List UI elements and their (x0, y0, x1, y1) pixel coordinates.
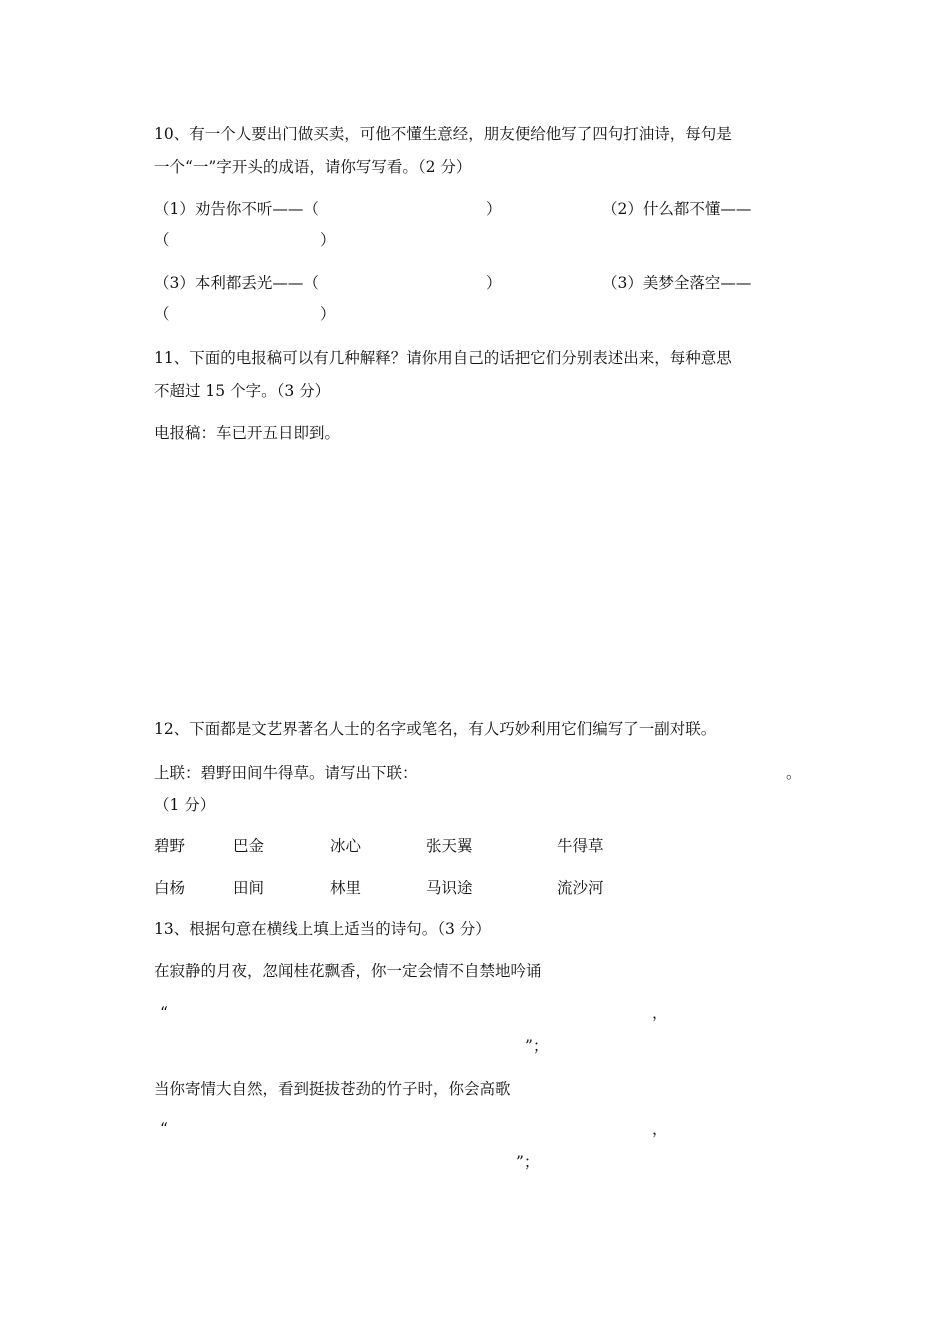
q12-name-1-1: 碧野 (154, 837, 186, 855)
q13-close-quote-2: ”； (516, 1153, 540, 1171)
q10-item-4-open: （ (154, 305, 170, 323)
q13-comma-2: ， (652, 1120, 668, 1138)
q12-line-2: 上联：碧野田间牛得草。请写出下联： (154, 764, 418, 782)
q10-item-2-close: ） (320, 231, 336, 249)
q12-points: （1 分） (154, 796, 216, 814)
q11-telegram: 电报稿：车已开五日即到。 (154, 424, 341, 442)
q13-line-1: 13、根据句意在横线上填上适当的诗句。（3 分） (154, 920, 491, 938)
q10-line-2: 一个“一”字开头的成语，请你写写看。（2 分） (154, 158, 472, 176)
q12-name-2-2: 田间 (233, 879, 265, 897)
q12-name-1-5: 牛得草 (557, 837, 604, 855)
q13-open-quote-2: “ (160, 1120, 168, 1138)
q13-close-quote-1: ”； (525, 1037, 549, 1055)
q10-line-1: 10、有一个人要出门做买卖，可他不懂生意经，朋友便给他写了四句打油诗，每句是 (154, 125, 732, 143)
q12-name-2-3: 林里 (330, 879, 362, 897)
q10-item-3-prompt: （3）本利都丢光——（ (154, 274, 319, 292)
q10-item-4-prompt: （3）美梦全落空—— (602, 274, 752, 292)
q13-prompt-2: 当你寄情大自然，看到挺拔苍劲的竹子时，你会高歌 (154, 1080, 511, 1098)
q11-line-1: 11、下面的电报稿可以有几种解释？请你用自己的话把它们分别表述出来，每种意思 (154, 349, 732, 367)
q12-line-2-end: 。 (786, 764, 802, 782)
q10-item-3-close: ） (486, 274, 502, 292)
q12-name-2-4: 马识途 (426, 879, 473, 897)
q10-item-1-prompt: （1）劝告你不听——（ (154, 200, 319, 218)
q12-name-2-1: 白杨 (154, 879, 186, 897)
q10-item-2-prompt: （2）什么都不懂—— (602, 200, 752, 218)
q13-prompt-1: 在寂静的月夜，忽闻桂花飘香，你一定会情不自禁地吟诵 (154, 962, 542, 980)
q12-name-2-5: 流沙河 (557, 879, 604, 897)
q10-item-1-close: ） (486, 200, 502, 218)
q12-name-1-2: 巴金 (233, 837, 265, 855)
q11-line-2: 不超过 15 个字。（3 分） (154, 382, 331, 400)
q10-item-4-close: ） (320, 305, 336, 323)
q13-open-quote-1: “ (160, 1004, 168, 1022)
q13-comma-1: ， (652, 1004, 668, 1022)
q12-line-1: 12、下面都是文艺界著名人士的名字或笔名，有人巧妙利用它们编写了一副对联。 (154, 720, 717, 738)
q12-name-1-3: 冰心 (330, 837, 362, 855)
q10-item-2-open: （ (154, 231, 170, 249)
q12-name-1-4: 张天翼 (426, 837, 473, 855)
